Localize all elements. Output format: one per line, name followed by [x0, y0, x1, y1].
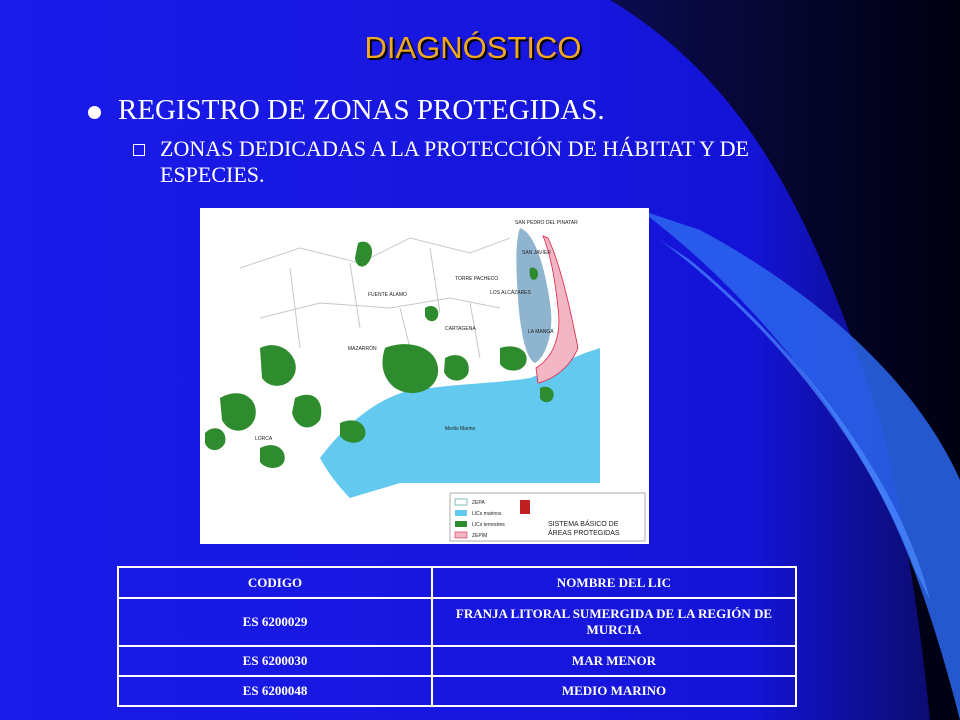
lic-name-cell: MAR MENOR: [432, 646, 796, 676]
map-place-label: SAN PEDRO DEL PINATAR: [515, 220, 578, 226]
map-place-label: LA MANGA: [528, 329, 554, 335]
lic-code-cell: ES 6200029: [118, 598, 432, 646]
bullet-zonas-text: ZONAS DEDICADAS A LA PROTECCIÓN DE HÁBITAT Y DE ESPECIES.: [160, 136, 749, 187]
map-place-label: LOS ALCÁZARES: [490, 290, 531, 296]
lic-name-cell: FRANJA LITORAL SUMERGIDA DE LA REGIÓN DE MURCIA: [432, 598, 796, 646]
map-place-label: MAZARRÓN: [348, 346, 377, 352]
bullet-zonas: [133, 136, 853, 188]
map-caption-line1: SISTEMA BÁSICO DE: [548, 521, 619, 528]
map-legend-item: LICs terrestres: [472, 522, 505, 528]
map-place-label: Medio Marino: [445, 426, 476, 432]
map-legend-item: ZEPIM: [472, 533, 488, 539]
map-place-label: FUENTE ÁLAMO: [368, 292, 407, 298]
bullet-registro: [88, 94, 605, 127]
map-place-label: LORCA: [255, 436, 273, 442]
map-legend-item: ZEPA: [472, 500, 485, 506]
table-header-cell: NOMBRE DEL LIC: [432, 567, 796, 598]
lic-name-cell: MEDIO MARINO: [432, 676, 796, 706]
bullet-registro-text: REGISTRO DE ZONAS PROTEGIDAS.: [118, 94, 605, 126]
map-place-label: CARTAGENA: [445, 326, 476, 332]
table-header-cell: CODIGO: [118, 567, 432, 598]
table-row: [118, 646, 796, 676]
map-illustration: [200, 208, 649, 544]
protected-areas-map: [200, 208, 649, 544]
table-row: [118, 598, 796, 646]
slide-title: DIAGNÓSTICO: [364, 30, 582, 65]
map-legend-item: LICs marinos: [472, 511, 502, 517]
lic-table: [117, 566, 797, 707]
table-header-row: [118, 567, 796, 598]
table-row: [118, 676, 796, 706]
map-caption-line2: ÁREAS PROTEGIDAS: [548, 530, 620, 537]
lic-code-cell: ES 6200030: [118, 646, 432, 676]
map-place-label: SAN JAVIER: [522, 250, 551, 256]
lic-code-cell: ES 6200048: [118, 676, 432, 706]
checkbox-bullet-icon: [133, 144, 145, 156]
bullet-dot-icon: [88, 106, 101, 119]
map-place-label: TORRE PACHECO: [455, 276, 499, 282]
region-emblem: [520, 500, 530, 514]
